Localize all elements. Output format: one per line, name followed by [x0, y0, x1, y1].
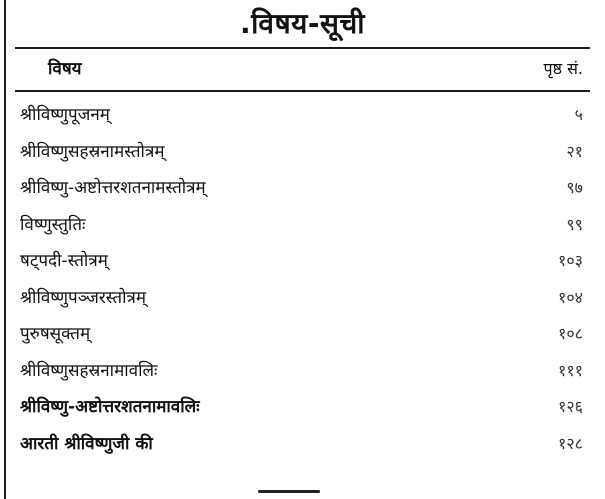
entry-title: श्रीविष्णुपञ्जरस्तोत्रम् [20, 287, 147, 308]
entry-title: श्रीविष्णुसहस्रनामावलिः [20, 360, 158, 381]
entry-page-number: ९७ [566, 178, 583, 197]
contents-entry [0, 281, 605, 318]
contents-entry [0, 135, 605, 172]
contents-entry [0, 427, 605, 464]
entry-page-number: २१ [566, 141, 583, 161]
entry-page-number: १११ [558, 360, 583, 380]
header-bottom-rule [15, 90, 590, 92]
header-top-rule [15, 47, 590, 49]
contents-entry [0, 208, 605, 245]
entry-title: आरती श्रीविष्णुजी की [20, 433, 153, 454]
entry-page-number: १२६ [558, 397, 583, 416]
contents-entry [0, 390, 605, 427]
entry-title: विष्णुस्तुतिः [20, 214, 86, 235]
page-title: .विषय-सूची [240, 7, 365, 40]
contents-entry [0, 98, 605, 135]
entry-title: श्रीविष्णुपूजनम् [20, 105, 110, 125]
entry-title: षट्पदी-स्तोत्रम् [20, 251, 108, 271]
entry-page-number: १०८ [558, 324, 583, 343]
entry-title: श्रीविष्णु-अष्टोत्तरशतनामावलिः [20, 397, 200, 417]
contents-entry [0, 317, 605, 354]
contents-entry [0, 244, 605, 281]
entry-title: श्रीविष्णुसहस्रनामस्तोत्रम् [20, 141, 165, 162]
contents-list [0, 98, 605, 463]
entry-title: श्रीविष्णु-अष्टोत्तरशतनामस्तोत्रम् [20, 178, 206, 198]
entry-title: पुरुषसूक्तम् [20, 324, 91, 344]
entry-page-number: १२८ [558, 433, 583, 453]
contents-entry [0, 171, 605, 208]
entry-page-number: १०३ [558, 251, 583, 270]
contents-entry [0, 354, 605, 391]
bottom-ornament [258, 490, 320, 493]
entry-page-number: १०४ [558, 287, 583, 307]
entry-page-number: ५ [574, 105, 583, 124]
page-number-column-header: पृष्ठ सं. [543, 59, 583, 78]
table-header [0, 55, 605, 85]
subject-column-header: विषय [48, 59, 82, 79]
entry-page-number: ९९ [566, 214, 583, 234]
